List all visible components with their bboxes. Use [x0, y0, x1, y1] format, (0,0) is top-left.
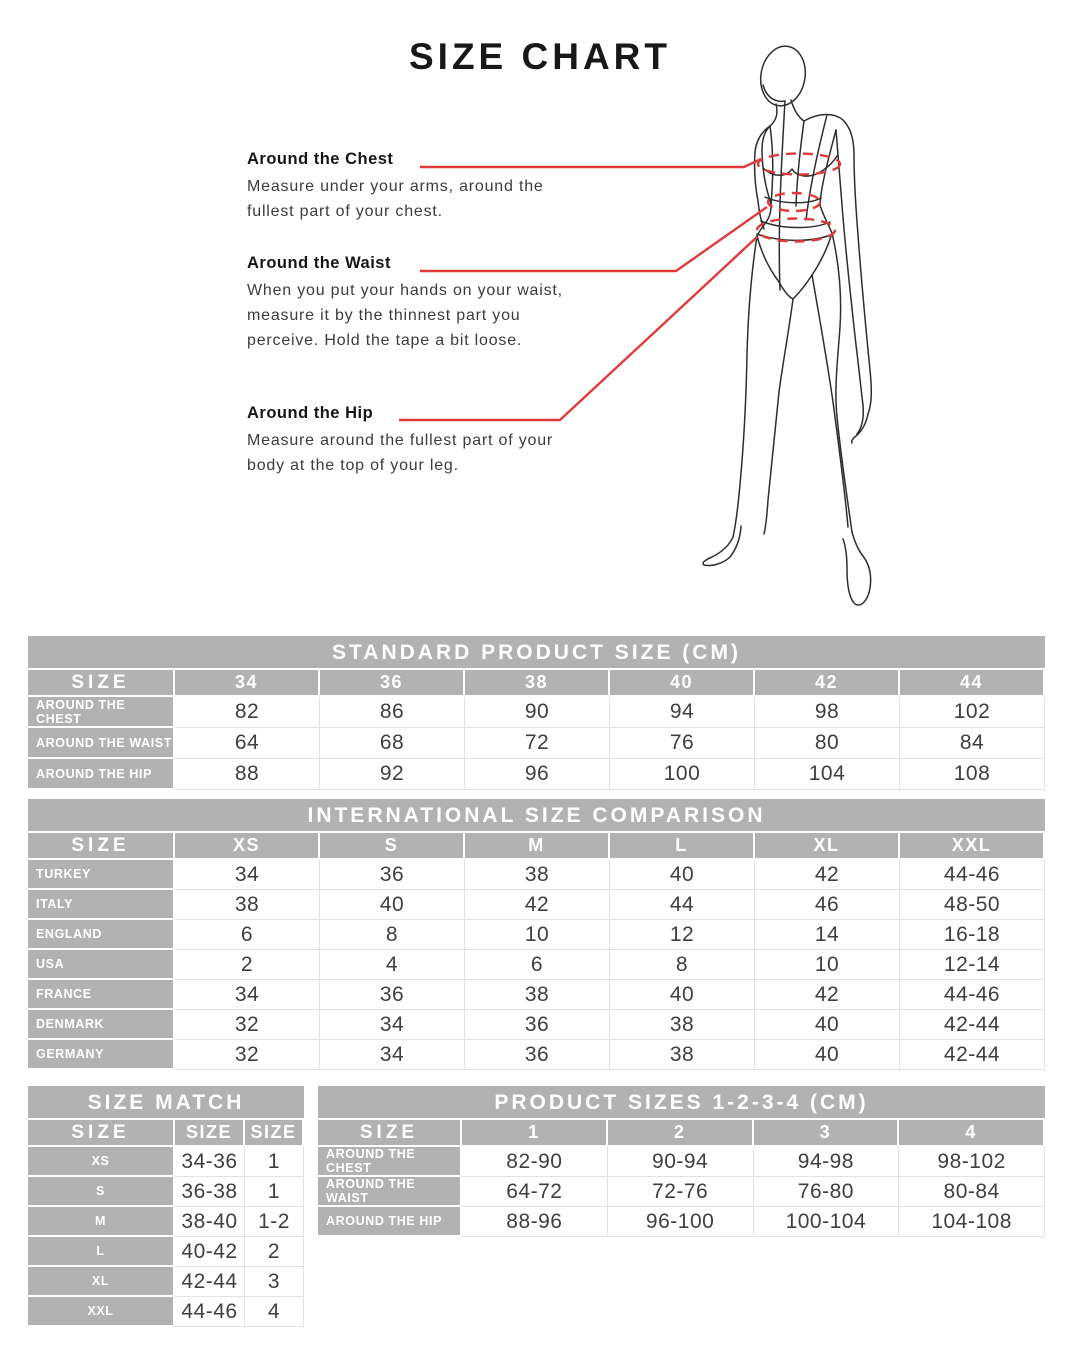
row-label: XXL: [28, 1297, 175, 1327]
waist-measure-ellipse: [768, 193, 820, 211]
row-label: S: [28, 1177, 175, 1207]
column-header: XL: [755, 833, 900, 860]
table-title: SIZE MATCH: [28, 1086, 304, 1118]
value-cell: 38: [465, 980, 610, 1010]
column-header: 34: [175, 670, 320, 697]
value-cell: 40: [755, 1010, 900, 1040]
value-cell: 44-46: [900, 980, 1045, 1010]
value-cell: 40: [755, 1040, 900, 1070]
column-header: 40: [610, 670, 755, 697]
value-cell: 4: [320, 950, 465, 980]
value-cell: 10: [465, 920, 610, 950]
value-cell: 76: [610, 728, 755, 759]
table-title: INTERNATIONAL SIZE COMPARISON: [28, 799, 1045, 831]
column-header: 2: [608, 1120, 754, 1147]
column-header: 42: [755, 670, 900, 697]
value-cell: 76-80: [754, 1177, 900, 1207]
value-cell: 102: [900, 697, 1045, 728]
standard-product-size-table: [28, 636, 1045, 790]
page-title: SIZE CHART: [409, 36, 671, 77]
product-sizes-table-grid: [318, 1120, 1045, 1237]
value-cell: 94: [610, 697, 755, 728]
value-cell: 6: [465, 950, 610, 980]
international-size-table: [28, 799, 1045, 1070]
value-cell: 44-46: [175, 1297, 245, 1327]
row-label: M: [28, 1207, 175, 1237]
value-cell: 100-104: [754, 1207, 900, 1237]
annotation-chest-body: Measure under your arms, around the fullest part of your chest.: [247, 178, 544, 220]
annotation-waist: [247, 254, 615, 353]
value-cell: 40-42: [175, 1237, 245, 1267]
value-cell: 34: [320, 1010, 465, 1040]
row-label: ITALY: [28, 890, 175, 920]
value-cell: 42: [755, 860, 900, 890]
column-header: 1: [462, 1120, 608, 1147]
standard-table-grid: [28, 670, 1045, 790]
value-cell: 40: [610, 860, 755, 890]
value-cell: 44: [610, 890, 755, 920]
value-cell: 12: [610, 920, 755, 950]
row-label: GERMANY: [28, 1040, 175, 1070]
value-cell: 1: [245, 1147, 304, 1177]
row-label: DENMARK: [28, 1010, 175, 1040]
value-cell: 64: [175, 728, 320, 759]
corner-header: SIZE: [28, 1120, 175, 1147]
value-cell: 46: [755, 890, 900, 920]
value-cell: 8: [610, 950, 755, 980]
international-table-grid: [28, 833, 1045, 1070]
value-cell: 42: [755, 980, 900, 1010]
value-cell: 2: [175, 950, 320, 980]
value-cell: 96-100: [608, 1207, 754, 1237]
column-header: 4: [899, 1120, 1045, 1147]
value-cell: 34-36: [175, 1147, 245, 1177]
value-cell: 36: [320, 980, 465, 1010]
annotation-hip-heading: Around the Hip: [247, 404, 374, 422]
value-cell: 4: [245, 1297, 304, 1327]
value-cell: 88-96: [462, 1207, 608, 1237]
column-header: SIZE: [175, 1120, 245, 1147]
annotation-waist-heading: Around the Waist: [247, 254, 391, 272]
value-cell: 38-40: [175, 1207, 245, 1237]
value-cell: 38: [465, 860, 610, 890]
row-label: XL: [28, 1267, 175, 1297]
row-label: TURKEY: [28, 860, 175, 890]
value-cell: 12-14: [900, 950, 1045, 980]
value-cell: 80: [755, 728, 900, 759]
column-header: S: [320, 833, 465, 860]
column-header: XS: [175, 833, 320, 860]
value-cell: 14: [755, 920, 900, 950]
column-header: 38: [465, 670, 610, 697]
size-match-table-grid: [28, 1120, 304, 1327]
row-label: AROUND THE CHEST: [318, 1147, 462, 1177]
value-cell: 38: [175, 890, 320, 920]
value-cell: 82-90: [462, 1147, 608, 1177]
value-cell: 98-102: [899, 1147, 1045, 1177]
row-label: AROUND THE WAIST: [28, 728, 175, 759]
column-header: 3: [754, 1120, 900, 1147]
value-cell: 68: [320, 728, 465, 759]
annotation-hip-body: Measure around the fullest part of your body at the top of your leg.: [247, 432, 554, 474]
value-cell: 108: [900, 759, 1045, 790]
value-cell: 10: [755, 950, 900, 980]
corner-header: SIZE: [28, 670, 175, 697]
value-cell: 38: [610, 1010, 755, 1040]
table-title: PRODUCT SIZES 1-2-3-4 (CM): [318, 1086, 1045, 1118]
value-cell: 42-44: [900, 1040, 1045, 1070]
value-cell: 36: [320, 860, 465, 890]
value-cell: 42-44: [900, 1010, 1045, 1040]
value-cell: 92: [320, 759, 465, 790]
row-label: ENGLAND: [28, 920, 175, 950]
row-label: AROUND THE HIP: [318, 1207, 462, 1237]
value-cell: 94-98: [754, 1147, 900, 1177]
value-cell: 1: [245, 1177, 304, 1207]
value-cell: 2: [245, 1237, 304, 1267]
value-cell: 40: [610, 980, 755, 1010]
column-header: 44: [900, 670, 1045, 697]
column-header: M: [465, 833, 610, 860]
value-cell: 90-94: [608, 1147, 754, 1177]
column-header: L: [610, 833, 755, 860]
value-cell: 98: [755, 697, 900, 728]
value-cell: 104: [755, 759, 900, 790]
value-cell: 32: [175, 1040, 320, 1070]
value-cell: 48-50: [900, 890, 1045, 920]
annotation-waist-body: When you put your hands on your waist, measure it by the thinnest part you perceive. Hold the tape a bit loose.: [247, 282, 563, 349]
value-cell: 32: [175, 1010, 320, 1040]
value-cell: 36: [465, 1010, 610, 1040]
row-label: AROUND THE HIP: [28, 759, 175, 790]
row-label: L: [28, 1237, 175, 1267]
annotation-chest-heading: Around the Chest: [247, 150, 394, 168]
row-label: AROUND THE CHEST: [28, 697, 175, 728]
value-cell: 6: [175, 920, 320, 950]
annotation-hip: [247, 404, 615, 478]
value-cell: 100: [610, 759, 755, 790]
value-cell: 82: [175, 697, 320, 728]
value-cell: 44-46: [900, 860, 1045, 890]
value-cell: 34: [175, 860, 320, 890]
value-cell: 104-108: [899, 1207, 1045, 1237]
row-label: AROUND THE WAIST: [318, 1177, 462, 1207]
value-cell: 42-44: [175, 1267, 245, 1297]
chest-measure-ellipse: [758, 154, 840, 175]
column-header: XXL: [900, 833, 1045, 860]
size-match-table: [28, 1086, 304, 1327]
table-title: STANDARD PRODUCT SIZE (CM): [28, 636, 1045, 668]
corner-header: SIZE: [318, 1120, 462, 1147]
column-header: SIZE: [245, 1120, 304, 1147]
value-cell: 72: [465, 728, 610, 759]
value-cell: 8: [320, 920, 465, 950]
value-cell: 64-72: [462, 1177, 608, 1207]
value-cell: 38: [610, 1040, 755, 1070]
value-cell: 1-2: [245, 1207, 304, 1237]
value-cell: 80-84: [899, 1177, 1045, 1207]
value-cell: 88: [175, 759, 320, 790]
value-cell: 16-18: [900, 920, 1045, 950]
value-cell: 42: [465, 890, 610, 920]
product-sizes-table: [318, 1086, 1045, 1237]
value-cell: 3: [245, 1267, 304, 1297]
hip-measure-ellipse: [757, 219, 835, 242]
figure-line-art: [703, 43, 871, 605]
value-cell: 34: [320, 1040, 465, 1070]
value-cell: 86: [320, 697, 465, 728]
value-cell: 36: [465, 1040, 610, 1070]
annotation-chest: [247, 150, 615, 224]
value-cell: 90: [465, 697, 610, 728]
value-cell: 72-76: [608, 1177, 754, 1207]
value-cell: 34: [175, 980, 320, 1010]
row-label: FRANCE: [28, 980, 175, 1010]
value-cell: 36-38: [175, 1177, 245, 1207]
corner-header: SIZE: [28, 833, 175, 860]
value-cell: 40: [320, 890, 465, 920]
column-header: 36: [320, 670, 465, 697]
value-cell: 84: [900, 728, 1045, 759]
row-label: XS: [28, 1147, 175, 1177]
row-label: USA: [28, 950, 175, 980]
value-cell: 96: [465, 759, 610, 790]
